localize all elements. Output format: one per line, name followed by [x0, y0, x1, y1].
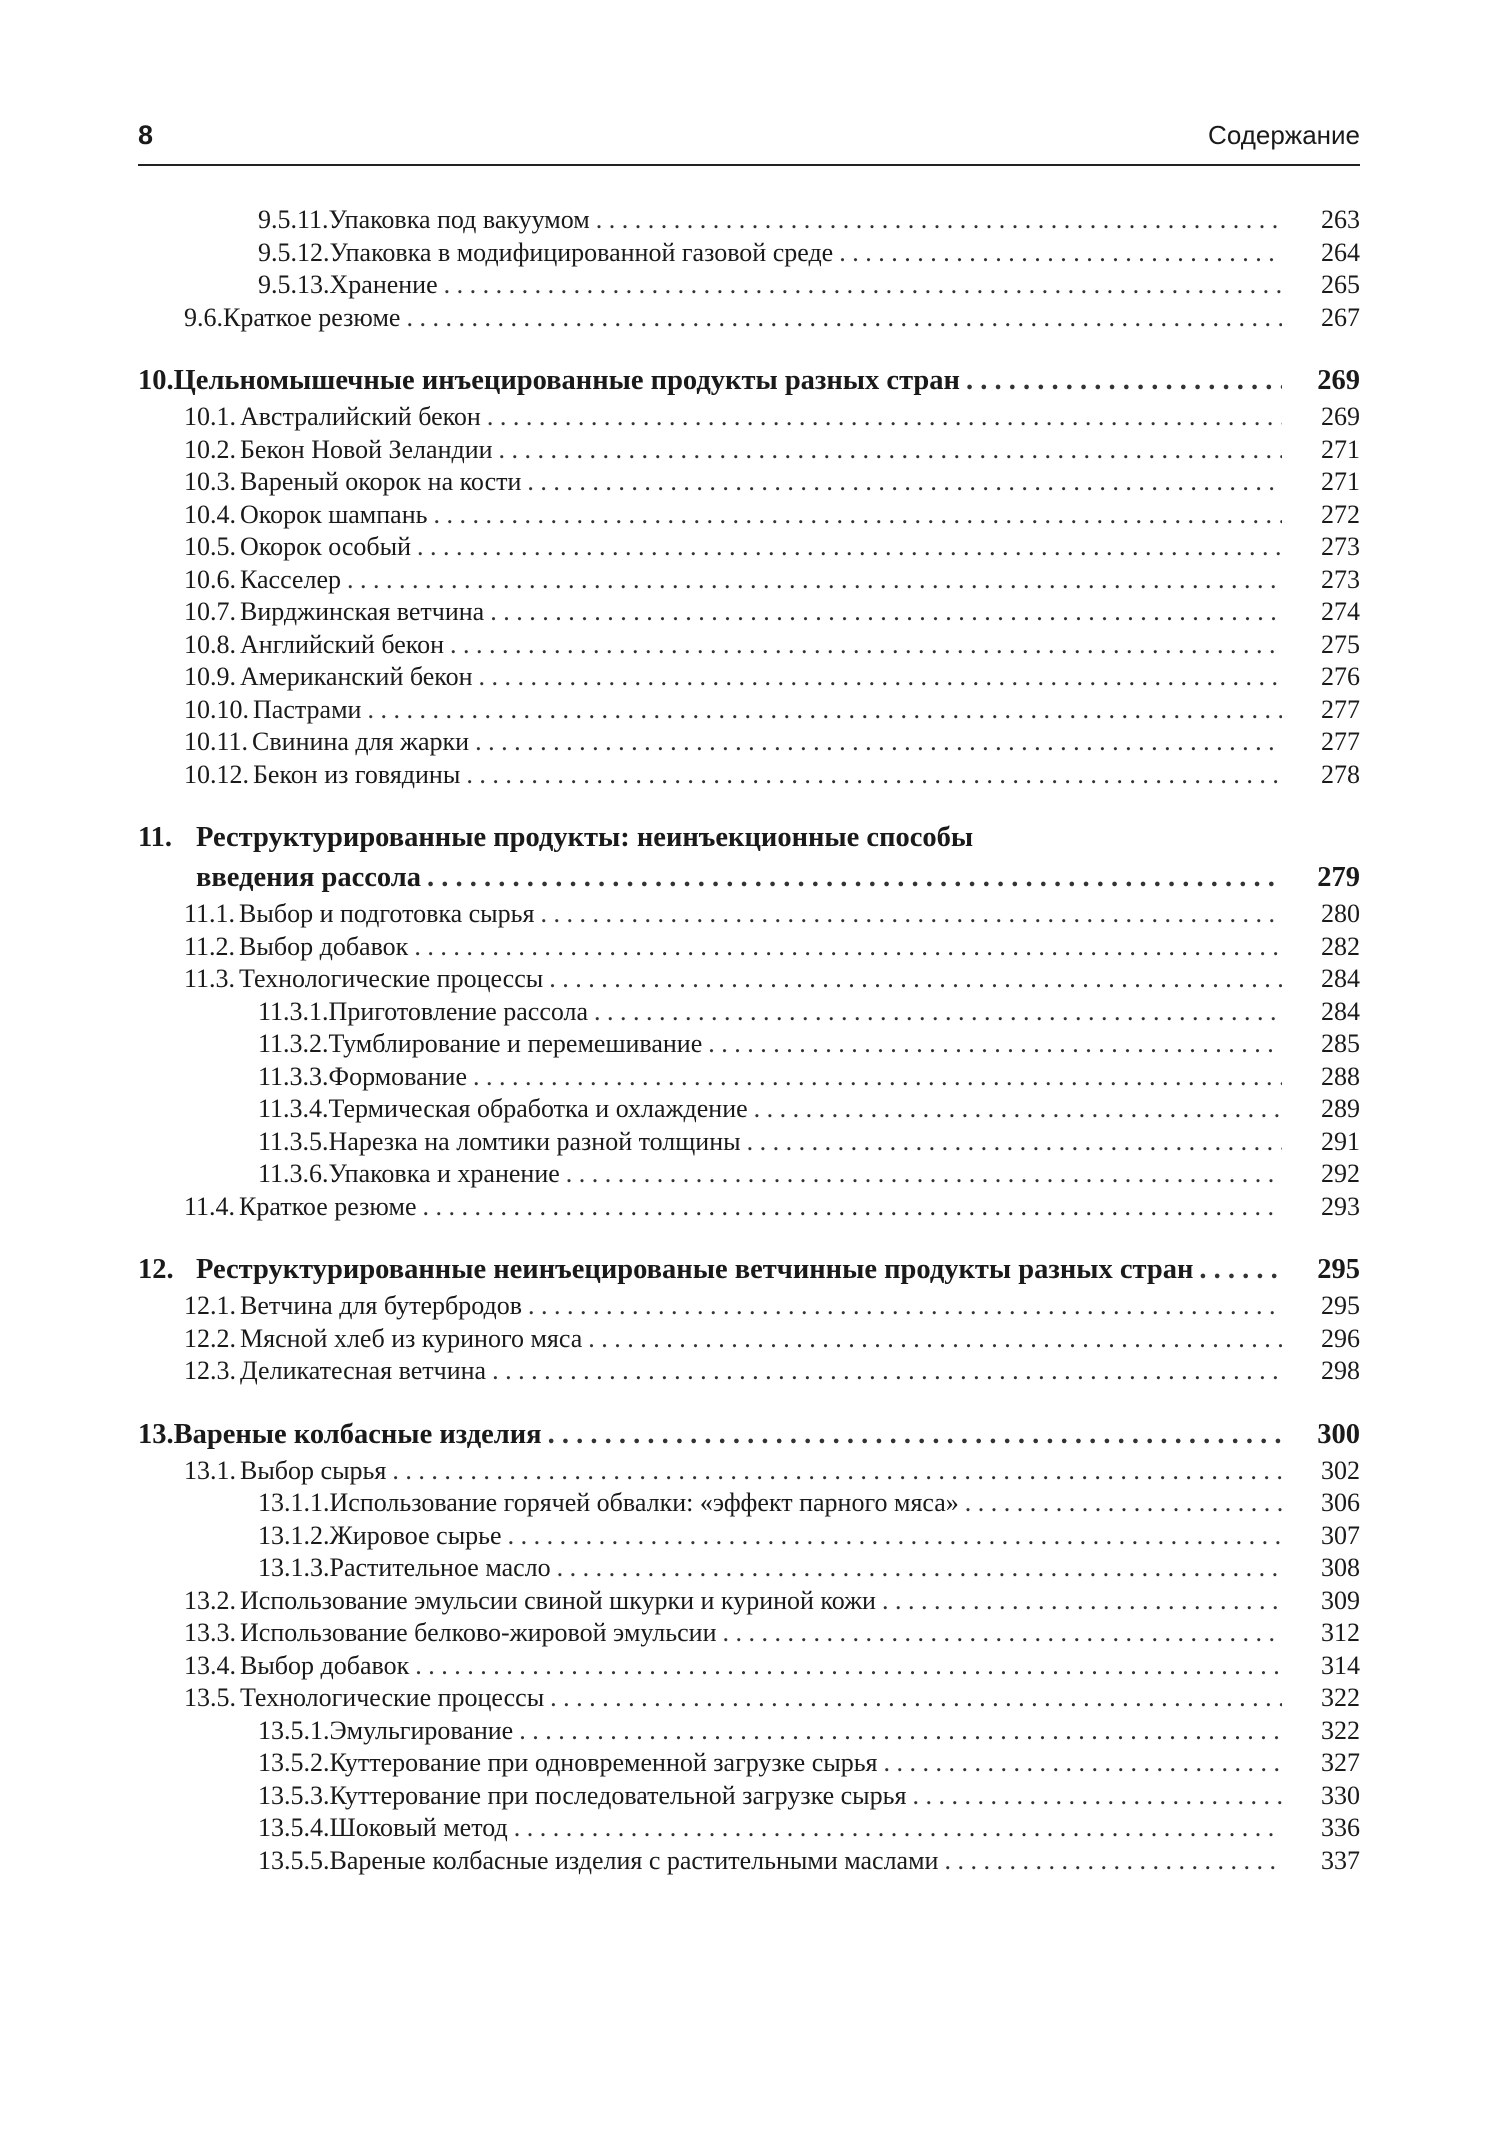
dot-leader	[540, 898, 1282, 931]
dot-leader	[839, 237, 1282, 270]
toc-entry-page: 265	[1321, 270, 1360, 299]
dot-leader	[912, 1780, 1282, 1813]
toc-entry[interactable]	[138, 434, 1360, 467]
toc-chapter-page: 295	[1317, 1254, 1360, 1285]
toc-entry-number: 10.3.	[184, 467, 236, 496]
toc-entry[interactable]	[138, 1812, 1360, 1845]
dot-leader	[966, 361, 1282, 401]
toc-entry-number: 12.2.	[184, 1323, 236, 1353]
toc-entry[interactable]	[138, 1682, 1360, 1715]
toc-entry-number: 13.1.1.	[258, 1488, 330, 1517]
dot-leader	[367, 694, 1282, 727]
toc-entry-title: Куттерование при одновременной загрузке сырья	[329, 1748, 878, 1777]
toc-entry-page: 271	[1321, 467, 1360, 496]
toc-entry[interactable]	[138, 1715, 1360, 1748]
dot-leader	[548, 1415, 1282, 1455]
toc-entry[interactable]	[138, 204, 1360, 237]
toc-entry-title: Эмульгирование	[329, 1715, 514, 1745]
toc-entry-page: 274	[1321, 597, 1360, 626]
toc-entry-page: 296	[1321, 1323, 1360, 1353]
toc-entry-number: 9.5.12.	[258, 237, 330, 267]
dot-leader	[347, 564, 1282, 597]
toc-entry-page: 264	[1321, 237, 1360, 267]
toc-entry-title: Использование горячей обвалки: «эффект парного мяса»	[329, 1488, 959, 1517]
toc-entry-page: 337	[1321, 1845, 1360, 1875]
toc-entry-title: Использование эмульсии свиной шкурки и куриной кожи	[240, 1585, 876, 1615]
toc-entry-page: 308	[1321, 1553, 1360, 1582]
toc-entry-title: Жировое сырье	[329, 1520, 502, 1550]
toc-entry-number: 11.2.	[184, 931, 236, 961]
toc-entry-title: Растительное масло	[329, 1553, 551, 1582]
toc-entry-title: Вирджинская ветчина	[240, 597, 485, 626]
dot-leader	[596, 204, 1282, 237]
dot-leader	[444, 269, 1282, 302]
toc-entry[interactable]	[138, 564, 1360, 597]
dot-leader	[473, 1061, 1282, 1094]
toc-chapter-number: 11.	[138, 822, 173, 853]
toc-entry-number: 11.3.5.	[258, 1126, 329, 1156]
dot-leader	[722, 1617, 1282, 1650]
toc-entry-title: Английский бекон	[240, 629, 444, 659]
toc-chapter-number: 12.	[138, 1254, 174, 1285]
toc-entry-title: Окорок особый	[240, 532, 412, 561]
toc-entry-number: 9.5.13.	[258, 270, 330, 299]
toc-entry[interactable]	[138, 1061, 1360, 1094]
toc-entry-page: 302	[1321, 1455, 1360, 1485]
dot-leader	[479, 661, 1282, 694]
dot-leader	[557, 1552, 1282, 1585]
dot-leader	[754, 1093, 1282, 1126]
toc-entry-page: 327	[1321, 1748, 1360, 1777]
toc-chapter-title: Реструктурированные неинъецированые ветчинные продукты разных стран	[196, 1254, 1194, 1285]
toc-entry[interactable]	[138, 629, 1360, 662]
toc-entry-page: 292	[1321, 1159, 1360, 1188]
toc-entry-number: 10.9.	[184, 662, 236, 691]
toc-entry[interactable]	[138, 1028, 1360, 1061]
toc-entry-title: Выбор добавок	[240, 1650, 410, 1680]
toc-entry-number: 13.5.5.	[258, 1845, 330, 1875]
toc-entry-number: 11.3.2.	[258, 1029, 329, 1058]
toc-entry[interactable]	[138, 1585, 1360, 1618]
dot-leader	[594, 996, 1282, 1029]
toc-entry-number: 13.1.3.	[258, 1553, 330, 1582]
page-number: 8	[138, 120, 154, 150]
toc-entry-number: 10.10.	[184, 694, 249, 724]
toc-entry-number: 10.6.	[184, 564, 236, 594]
toc-entry-number: 13.5.	[184, 1683, 236, 1712]
toc-entry[interactable]	[138, 759, 1360, 792]
toc-entry[interactable]	[138, 1191, 1360, 1224]
toc-entry-page: 293	[1321, 1191, 1360, 1221]
toc-entry[interactable]	[138, 237, 1360, 270]
toc-entry-page: 306	[1321, 1488, 1360, 1517]
dot-leader	[528, 1290, 1282, 1323]
toc-entry-title: Формование	[328, 1061, 467, 1091]
toc-entry-number: 13.5.1.	[258, 1715, 330, 1745]
toc-entry-title: Окорок шампань	[240, 499, 428, 529]
toc-entry[interactable]	[138, 1487, 1360, 1520]
toc-entry-page: 291	[1321, 1126, 1360, 1156]
dot-leader	[549, 963, 1282, 996]
toc-entry-page: 273	[1321, 532, 1360, 561]
toc-entry[interactable]	[138, 302, 1360, 335]
toc-entry-page: 284	[1321, 996, 1360, 1026]
toc-entry-title: Вареный окорок на кости	[240, 467, 522, 496]
dot-leader	[882, 1585, 1282, 1618]
toc-entry[interactable]	[138, 269, 1360, 302]
toc-entry-title: Касселер	[240, 564, 341, 594]
dot-leader	[508, 1520, 1282, 1553]
toc-entry-title: Шоковый метод	[329, 1813, 508, 1842]
toc-entry-title: Нарезка на ломтики разной толщины	[328, 1126, 741, 1156]
toc-entry-title: Австралийский бекон	[240, 402, 481, 431]
toc-entry-page: 271	[1321, 434, 1360, 464]
toc-entry[interactable]	[138, 1455, 1360, 1488]
toc-entry-title: Краткое резюме	[223, 302, 401, 332]
toc-entry-title: Использование белково-жировой эмульсии	[240, 1618, 717, 1647]
toc-entry-number: 11.1.	[184, 899, 236, 928]
toc-entry-page: 298	[1321, 1356, 1360, 1385]
toc-entry-number: 11.3.1.	[258, 996, 329, 1026]
toc-entry-title: Свинина для жарки	[252, 727, 470, 756]
dot-leader	[492, 1355, 1282, 1388]
dot-leader	[550, 1682, 1282, 1715]
toc-entry[interactable]	[138, 898, 1360, 931]
toc-entry-title: Тумблирование и перемешивание	[328, 1029, 703, 1058]
toc-entry-title: Деликатесная ветчина	[240, 1356, 487, 1385]
toc-entry-title: Выбор добавок	[239, 931, 409, 961]
toc-entry-title: Ветчина для бутербродов	[240, 1291, 522, 1320]
toc-entry[interactable]	[138, 1780, 1360, 1813]
toc-entry-page: 282	[1321, 931, 1360, 961]
toc-entry-page: 288	[1321, 1061, 1360, 1091]
dot-leader	[527, 466, 1282, 499]
toc-entry-number: 9.5.11.	[258, 205, 329, 234]
toc-entry[interactable]	[138, 1845, 1360, 1878]
toc-chapter-page: 279	[1317, 862, 1360, 893]
toc-entry-title: Хранение	[329, 270, 438, 299]
toc-entry-title: Куттерование при последовательной загрузке сырья	[329, 1780, 907, 1810]
toc-entry-page: 312	[1321, 1618, 1360, 1647]
toc-entry[interactable]	[138, 1520, 1360, 1553]
dot-leader	[475, 726, 1282, 759]
dot-leader	[406, 302, 1282, 335]
toc-chapter-page: 269	[1317, 365, 1360, 396]
toc-entry-page: 269	[1321, 402, 1360, 431]
toc-entry-title: Выбор и подготовка сырья	[239, 899, 535, 928]
running-title: Содержание	[1208, 120, 1360, 150]
toc-entry-title: Упаковка под вакуумом	[328, 205, 590, 234]
toc-entry-title: Упаковка в модифицированной газовой среде	[329, 237, 834, 267]
toc-entry-title: Технологические процессы	[239, 964, 544, 993]
toc-entry-number: 11.4.	[184, 1191, 236, 1221]
dot-leader	[414, 931, 1282, 964]
toc-entry[interactable]	[138, 1747, 1360, 1780]
dot-leader	[423, 1191, 1283, 1224]
dot-leader	[392, 1455, 1282, 1488]
toc-entry-number: 13.2.	[184, 1585, 236, 1615]
toc-entry-number: 13.1.	[184, 1455, 236, 1485]
dot-leader	[884, 1747, 1282, 1780]
dot-leader	[450, 629, 1282, 662]
dot-leader	[433, 499, 1282, 532]
toc-chapter[interactable]	[138, 818, 1360, 858]
toc-entry[interactable]	[138, 661, 1360, 694]
toc-chapter[interactable]	[138, 1250, 1360, 1290]
toc-entry-page: 295	[1321, 1291, 1360, 1320]
toc-entry-number: 9.6.	[184, 302, 223, 332]
dot-leader	[1199, 1250, 1282, 1290]
toc-entry-number: 12.3.	[184, 1356, 236, 1385]
toc-entry[interactable]	[138, 931, 1360, 964]
dot-leader	[417, 531, 1282, 564]
toc-entry-page: 267	[1321, 302, 1360, 332]
toc-entry[interactable]	[138, 1355, 1360, 1388]
toc-entry-page: 280	[1321, 899, 1360, 928]
dot-leader	[514, 1812, 1282, 1845]
toc-chapter-title: Вареные колбасные изделия	[173, 1418, 542, 1450]
toc-entry-number: 12.1.	[184, 1291, 236, 1320]
toc-entry-number: 10.1.	[184, 402, 236, 431]
toc-entry-page: 277	[1321, 727, 1360, 756]
toc-entry[interactable]	[138, 1126, 1360, 1159]
toc-entry-number: 11.3.	[184, 964, 236, 993]
toc-entry-number: 10.7.	[184, 597, 236, 626]
toc-chapter-continued[interactable]	[138, 858, 1360, 898]
toc-entry-page: 276	[1321, 662, 1360, 691]
toc-entry[interactable]	[138, 694, 1360, 727]
dot-leader	[708, 1028, 1282, 1061]
toc-entry-title: Выбор сырья	[240, 1455, 387, 1485]
toc-entry-page: 330	[1321, 1780, 1360, 1810]
toc-entry-page: 307	[1321, 1520, 1360, 1550]
toc-entry-title: Вареные колбасные изделия с растительными маслами	[329, 1845, 939, 1875]
toc-entry-number: 13.5.4.	[258, 1813, 330, 1842]
toc-entry-title: Термическая обработка и охлаждение	[328, 1094, 748, 1123]
toc-entry-number: 13.3.	[184, 1618, 236, 1647]
toc-entry-number: 10.5.	[184, 532, 236, 561]
toc-chapter-title: Реструктурированные продукты: неинъекционные способы	[196, 822, 974, 853]
toc-chapter-number: 13.	[138, 1418, 174, 1450]
dot-leader	[747, 1126, 1282, 1159]
toc-entry[interactable]	[138, 1290, 1360, 1323]
toc-entry-number: 11.3.3.	[258, 1061, 329, 1091]
dot-leader	[487, 401, 1282, 434]
toc-entry[interactable]	[138, 963, 1360, 996]
toc-entry[interactable]	[138, 499, 1360, 532]
toc-entry[interactable]	[138, 1650, 1360, 1683]
toc-entry[interactable]	[138, 996, 1360, 1029]
toc-entry[interactable]	[138, 1323, 1360, 1356]
toc-entry-number: 10.12.	[184, 759, 249, 789]
dot-leader	[965, 1487, 1282, 1520]
toc-entry-title: Краткое резюме	[239, 1191, 417, 1221]
toc-entry[interactable]	[138, 1093, 1360, 1126]
dot-leader	[499, 434, 1282, 467]
toc-entry-number: 11.3.6.	[258, 1159, 329, 1188]
toc-entry-page: 314	[1321, 1650, 1360, 1680]
toc-entry-number: 10.11.	[184, 727, 249, 756]
toc-entry-page: 309	[1321, 1585, 1360, 1615]
toc-entry-title: Технологические процессы	[240, 1683, 545, 1712]
page-header	[138, 118, 1360, 166]
table-of-contents	[138, 204, 1360, 1877]
toc-chapter[interactable]	[138, 361, 1360, 401]
dot-leader	[415, 1650, 1282, 1683]
toc-entry-number: 11.3.4.	[258, 1094, 329, 1123]
toc-entry-page: 277	[1321, 694, 1360, 724]
toc-entry-number: 10.8.	[184, 629, 236, 659]
toc-entry[interactable]	[138, 531, 1360, 564]
toc-entry-title: Мясной хлеб из куриного мяса	[240, 1323, 583, 1353]
toc-entry-title: Упаковка и хранение	[328, 1159, 560, 1188]
toc-entry-number: 13.4.	[184, 1650, 236, 1680]
toc-chapter-title: введения рассола	[196, 862, 422, 893]
dot-leader	[944, 1845, 1282, 1878]
dot-leader	[427, 858, 1282, 898]
toc-entry-page: 278	[1321, 759, 1360, 789]
toc-entry[interactable]	[138, 726, 1360, 759]
toc-entry[interactable]	[138, 1617, 1360, 1650]
dot-leader	[519, 1715, 1282, 1748]
toc-entry-title: Бекон Новой Зеландии	[240, 434, 493, 464]
toc-entry-title: Американский бекон	[240, 662, 473, 691]
toc-entry-title: Бекон из говядины	[253, 759, 461, 789]
toc-entry-page: 263	[1321, 205, 1360, 234]
toc-entry-page: 336	[1321, 1813, 1360, 1842]
toc-entry-page: 322	[1321, 1683, 1360, 1712]
toc-chapter-page: 300	[1317, 1418, 1360, 1450]
dot-leader	[466, 759, 1282, 792]
dot-leader	[490, 596, 1282, 629]
toc-chapter[interactable]	[138, 1415, 1360, 1455]
toc-entry-title: Пастрами	[253, 694, 362, 724]
toc-entry-title: Приготовление рассола	[328, 996, 589, 1026]
toc-entry[interactable]	[138, 401, 1360, 434]
toc-entry-number: 13.5.2.	[258, 1748, 330, 1777]
toc-entry-page: 284	[1321, 964, 1360, 993]
toc-entry-page: 322	[1321, 1715, 1360, 1745]
dot-leader	[566, 1158, 1282, 1191]
toc-entry-number: 10.4.	[184, 499, 236, 529]
toc-entry-number: 13.5.3.	[258, 1780, 330, 1810]
toc-chapter-title: Цельномышечные инъецированные продукты разных стран	[173, 365, 960, 396]
toc-entry[interactable]	[138, 466, 1360, 499]
toc-entry-page: 273	[1321, 564, 1360, 594]
toc-entry[interactable]	[138, 1158, 1360, 1191]
toc-entry-page: 285	[1321, 1029, 1360, 1058]
toc-entry-page: 275	[1321, 629, 1360, 659]
toc-entry[interactable]	[138, 596, 1360, 629]
toc-entry-page: 272	[1321, 499, 1360, 529]
toc-entry-page: 289	[1321, 1094, 1360, 1123]
toc-entry[interactable]	[138, 1552, 1360, 1585]
toc-chapter-number: 10.	[138, 365, 174, 396]
toc-entry-number: 10.2.	[184, 434, 236, 464]
dot-leader	[588, 1323, 1282, 1356]
toc-entry-number: 13.1.2.	[258, 1520, 330, 1550]
